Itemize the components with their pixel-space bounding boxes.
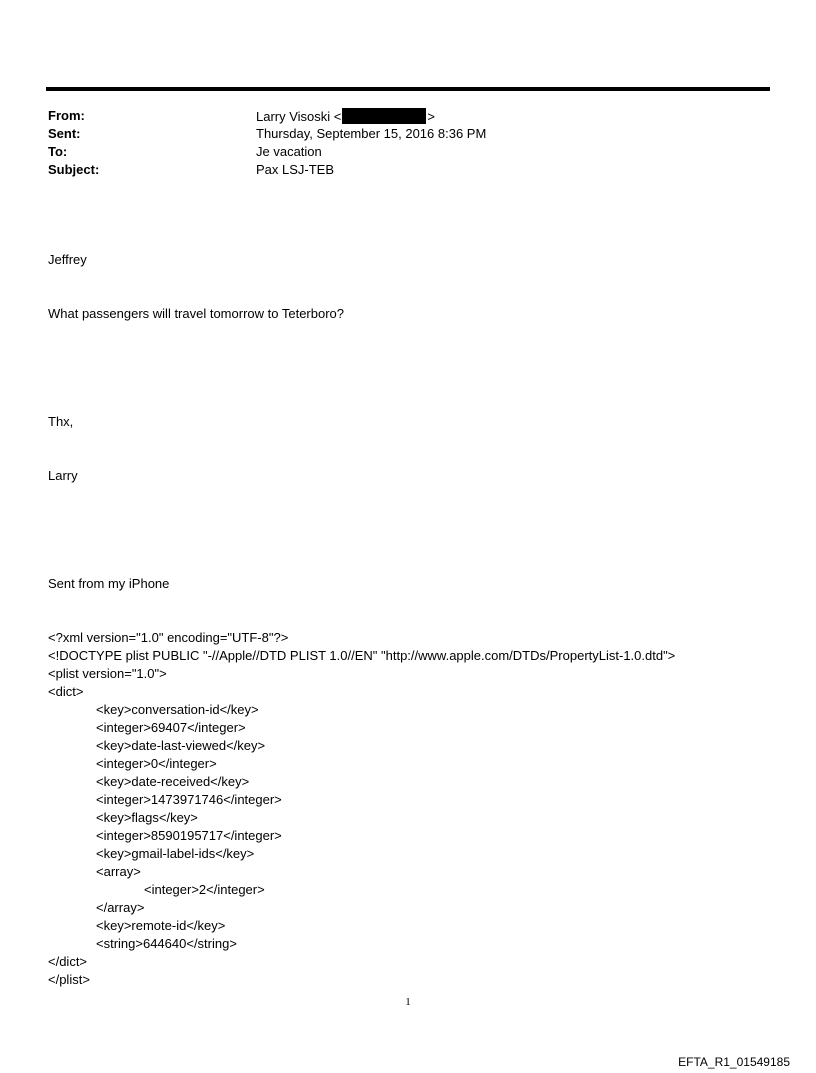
plist-line: <integer>8590195717</integer> [96,828,282,843]
question: What passengers will travel tomorrow to Teterboro? [48,306,344,321]
email-body [48,215,675,1007]
from-close: > [427,109,435,124]
subject-value: Pax LSJ-TEB [256,162,335,177]
signoff: Larry [48,468,78,483]
redaction-box [342,108,426,124]
plist-line: <string>644640</string> [96,936,237,951]
subject-label: Subject: [48,162,100,177]
page-number: 1 [405,996,411,1008]
signature: Sent from my iPhone [48,576,170,591]
document-id: EFTA_R1_01549185 [678,1055,790,1069]
plist-block [48,629,675,989]
plist-line: <integer>0</integer> [96,756,217,771]
plist-line: </dict> [48,954,88,969]
plist-line: <dict> [48,684,84,699]
plist-line: </array> [96,900,145,915]
plist-line: <key>date-received</key> [96,774,250,789]
sent-label: Sent: [48,126,81,141]
sent-value: Thursday, September 15, 2016 8:36 PM [256,126,487,141]
thanks: Thx, [48,414,74,429]
plist-line: <array> [96,864,141,879]
header-rule [46,87,770,91]
plist-line: <integer>1473971746</integer> [96,792,282,807]
plist-line: <?xml version="1.0" encoding="UTF-8"?> [48,630,289,645]
spacer [48,359,675,377]
from-name: Larry Visoski < [256,109,342,124]
plist-line: <key>conversation-id</key> [96,702,259,717]
plist-line: <integer>2</integer> [144,882,265,897]
to-label: To: [48,144,68,159]
plist-line: <key>flags</key> [96,810,198,825]
from-value [256,108,435,124]
plist-line: <key>remote-id</key> [96,918,226,933]
plist-line: <key>date-last-viewed</key> [96,738,266,753]
spacer [48,521,675,539]
plist-line: </plist> [48,972,90,987]
plist-line: <!DOCTYPE plist PUBLIC "-//Apple//DTD PLIST 1.0//EN" "http://www.apple.com/DTDs/PropertyList-1.0.dtd"> [48,648,676,663]
plist-line: <plist version="1.0"> [48,666,167,681]
from-label: From: [48,108,85,123]
plist-line: <integer>69407</integer> [96,720,246,735]
greeting: Jeffrey [48,252,87,267]
plist-line: <key>gmail-label-ids</key> [96,846,255,861]
to-value: Je vacation [256,144,322,159]
